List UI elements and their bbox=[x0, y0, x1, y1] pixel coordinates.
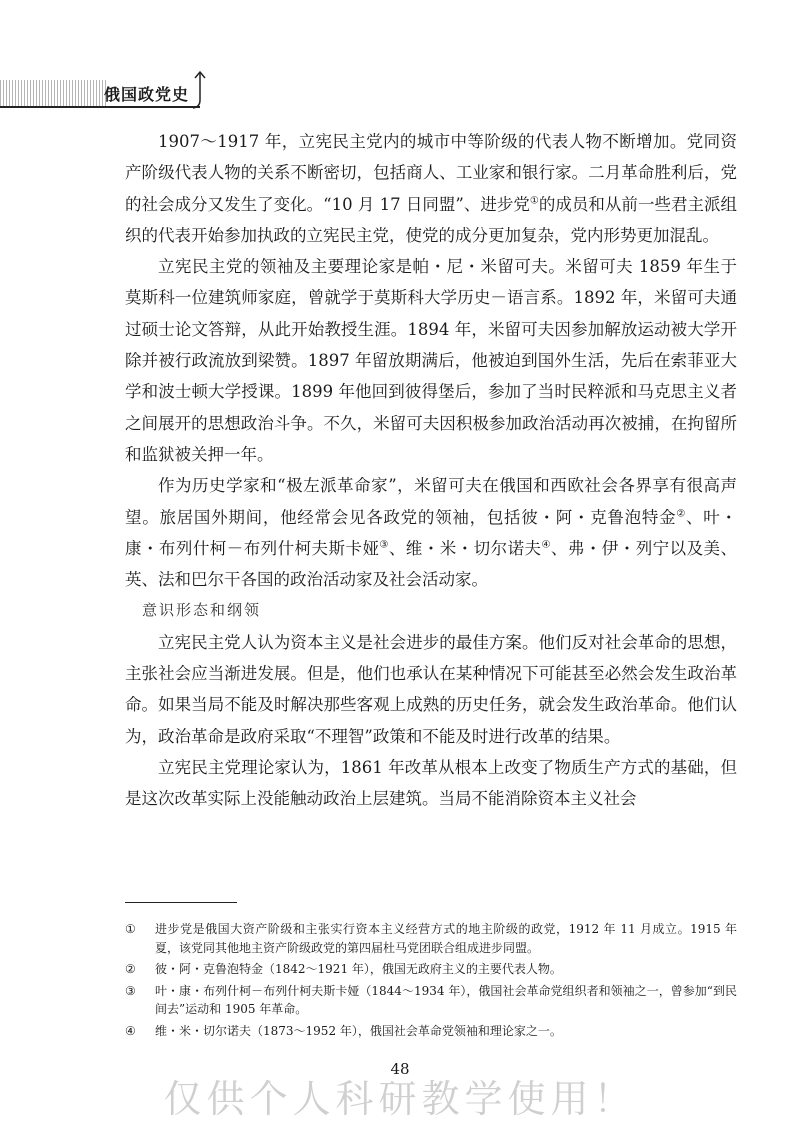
footnote bbox=[125, 960, 737, 979]
paragraph-text: 立宪民主党的领袖及主要理论家是帕・尼・米留可夫。米留可夫 1859 年生于莫斯科一位建筑师家庭，曾就学于莫斯科大学历史－语言系。1892 年，米留可夫通过硕士论文答辩，从此开始教授生涯。1894 年，米留可夫因参加解放运动被大学开除并被行政流放到梁赞。1897 年留放期满后，他被迫到国外生活，先后在索菲亚大学和波士顿大学授课。1899 年他回到彼得堡后，参加了当时民粹派和马克思主义者之间展开的思想政治斗争。不久，米留可夫因积极参加政治活动再次被捕，在拘留所和监狱被关押一年。 bbox=[125, 257, 737, 464]
body-paragraph bbox=[125, 126, 737, 251]
footnote bbox=[125, 982, 737, 1019]
footnote-mark: ① bbox=[125, 922, 136, 936]
paragraph-text: 立宪民主党理论家认为，1861 年改革从根本上改变了物质生产方式的基础，但是这次改革实际上没能触动政治上层建筑。当局不能消除资本主义社会 bbox=[125, 757, 737, 809]
body-paragraph bbox=[125, 752, 737, 815]
body-text bbox=[125, 126, 737, 815]
footnote-mark: ③ bbox=[125, 983, 136, 998]
footnote-ref[interactable]: ③ bbox=[379, 539, 389, 551]
section-heading: 意识形态和纲领 bbox=[142, 601, 262, 620]
footnote-text: 叶・康・布列什柯－布列什柯夫斯卡娅（1844～1934 年），俄国社会革命党组织者和领袖之一，曾参加“到民间去”运动和 1905 年革命。 bbox=[155, 983, 737, 1016]
paragraph-text: 的成员和从前一些君主派组织的代表开始参加执政的立宪民主党，使党的成分更加复杂，党内形势更加混乱。 bbox=[125, 194, 738, 245]
paragraph-text: 、弗・伊・列宁以及美、英、法和巴尔干各国的政治活动家及社会活动家。 bbox=[125, 538, 738, 590]
footnote bbox=[125, 920, 737, 957]
footnotes bbox=[125, 920, 737, 1043]
paragraph-text: 、叶・康・布列什柯－布列什柯夫斯卡娅 bbox=[125, 507, 738, 558]
body-paragraph bbox=[125, 627, 737, 752]
footnote-rule bbox=[125, 902, 237, 903]
footnote bbox=[125, 1022, 737, 1041]
page-number: 48 bbox=[390, 1060, 410, 1078]
running-header-title: 俄国政党史 bbox=[104, 85, 190, 104]
footnote-text: 彼・阿・克鲁泡特金（1842～1921 年），俄国无政府主义的主要代表人物。 bbox=[155, 962, 562, 976]
paragraph-text: 、维・米・切尔诺夫 bbox=[388, 538, 542, 558]
running-header bbox=[0, 70, 215, 110]
header-rule bbox=[0, 106, 200, 108]
footnote-mark: ② bbox=[125, 962, 136, 976]
body-paragraph bbox=[125, 251, 737, 470]
paragraph-text: 作为历史学家和“极左派革命家”，米留可夫在俄国和西欧社会各界享有很高声望。旅居国外期间，他经常会见各政党的领袖，包括彼・阿・克鲁泡特金 bbox=[125, 476, 737, 527]
paragraph-text: 1907～1917 年，立宪民主党内的城市中等阶级的代表人物不断增加。党同资产阶级代表人物的关系不断密切，包括商人、工业家和银行家。二月革命胜利后，党的社会成分又发生了变化。“10 月 17 日同盟”、进步党 bbox=[125, 132, 737, 214]
footnote-mark: ④ bbox=[125, 1023, 136, 1038]
footnote-ref[interactable]: ② bbox=[676, 508, 687, 520]
paragraph-text: 立宪民主党人认为资本主义是社会进步的最佳方案。他们反对社会革命的思想，主张社会应当渐进发展。但是，他们也承认在某种情况下可能甚至必然会发生政治革命。如果当局不能及时解决那些客观上成熟的历史任务，就会发生政治革命。他们认为，政治革命是政府采取“不理智”政策和不能及时进行改革的结果。 bbox=[125, 632, 737, 746]
up-arrow-icon bbox=[192, 70, 212, 110]
header-hatch-decoration bbox=[0, 80, 108, 106]
footnote-ref[interactable]: ④ bbox=[541, 539, 551, 551]
footnote-ref[interactable]: ① bbox=[529, 195, 539, 207]
footnote-text: 维・米・切尔诺夫（1873～1952 年），俄国社会革命党领袖和理论家之一。 bbox=[155, 1023, 562, 1038]
footnote-text: 进步党是俄国大资产阶级和主张实行资本主义经营方式的地主阶级的政党，1912 年 11 月成立。1915 年夏，该党同其他地主资产阶级政党的第四届杜马党团联合组成进步同盟。 bbox=[155, 922, 737, 955]
body-paragraph bbox=[125, 470, 737, 595]
watermark: 仅供个人科研教学使用！ bbox=[163, 1077, 637, 1121]
